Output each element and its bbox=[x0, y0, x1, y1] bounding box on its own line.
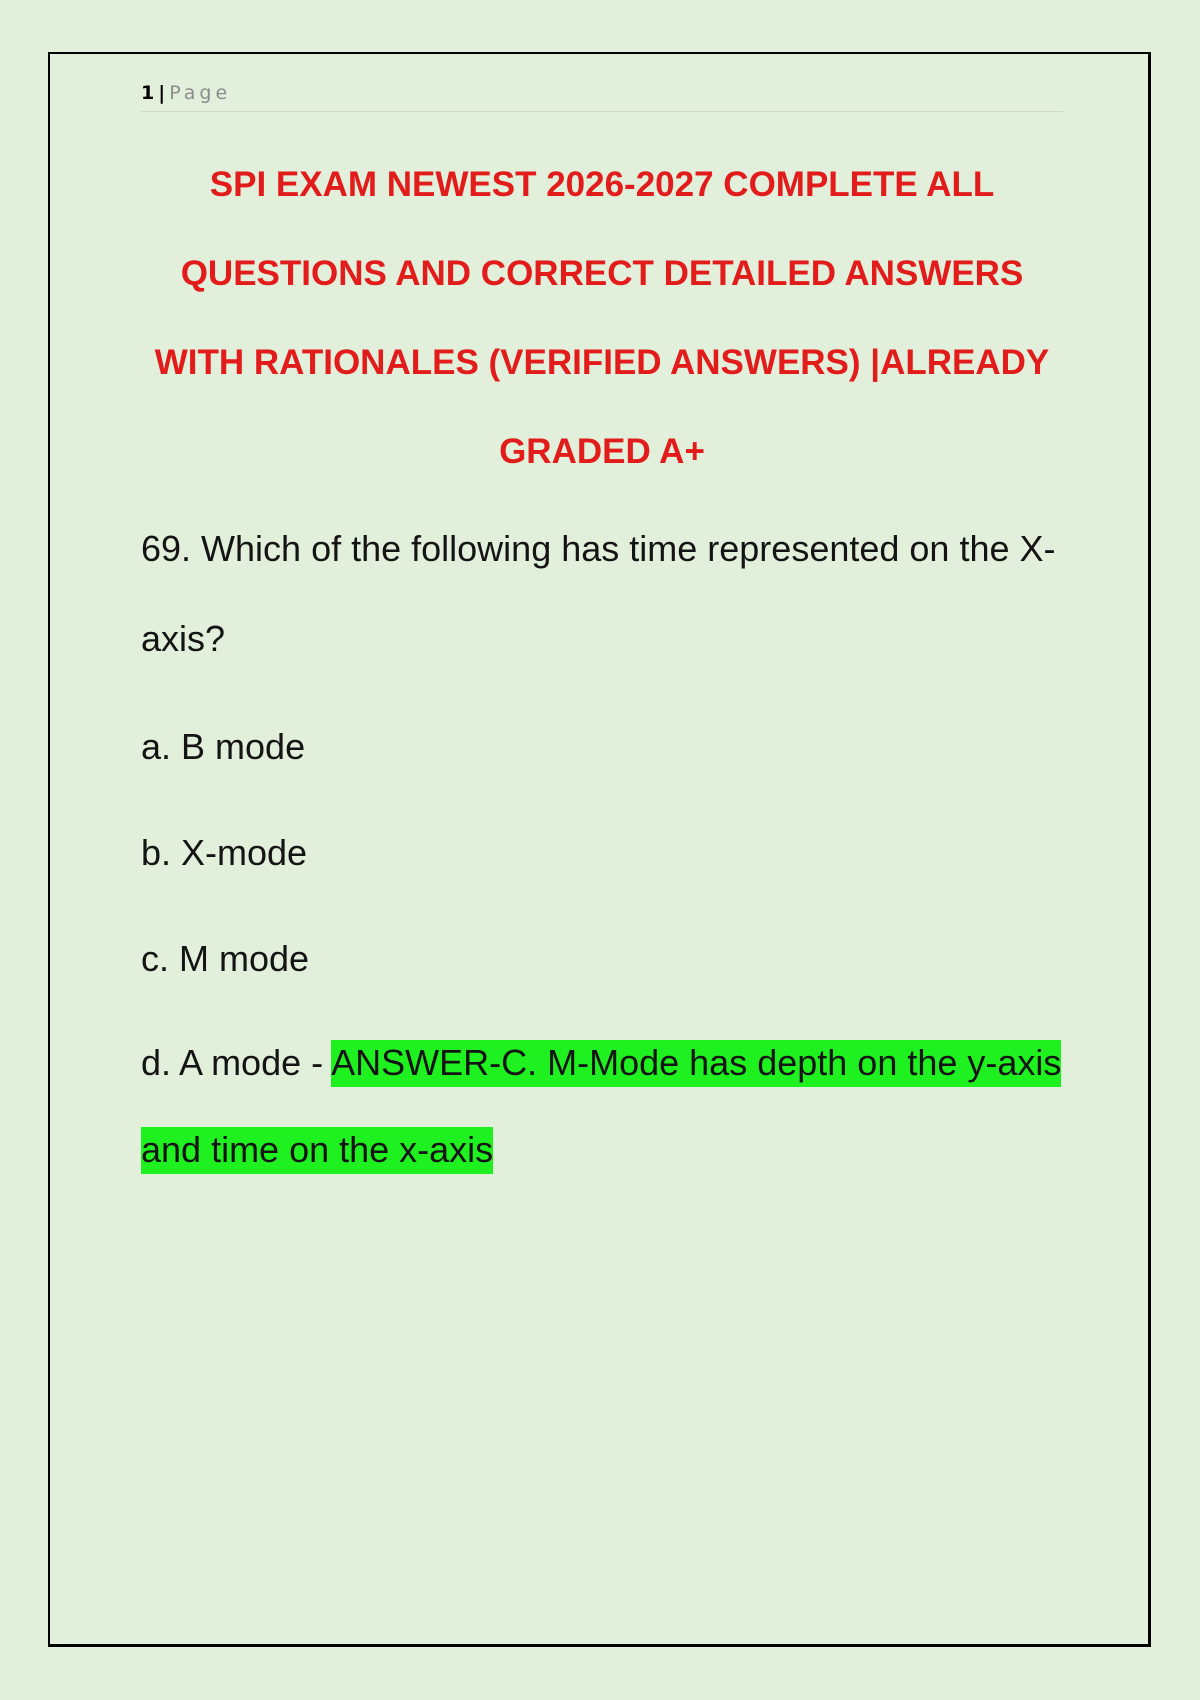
answer-highlight-line-1: ANSWER-C. M-Mode has depth on the y-axis bbox=[331, 1040, 1061, 1087]
title-line-1: SPI EXAM NEWEST 2026-2027 COMPLETE ALL bbox=[209, 165, 995, 204]
title-line-2: QUESTIONS AND CORRECT DETAILED ANSWERS bbox=[180, 254, 1024, 293]
option-d bbox=[141, 1042, 1071, 1084]
option-a: a. B mode bbox=[141, 726, 306, 767]
page-number: 1 bbox=[141, 82, 155, 104]
page-label: Page bbox=[169, 82, 232, 104]
question-text-line-1: 69. Which of the following has time represented on the X- bbox=[141, 528, 1056, 569]
title-line-3: WITH RATIONALES (VERIFIED ANSWERS) |ALREADY bbox=[154, 343, 1050, 382]
option-b: b. X-mode bbox=[141, 832, 308, 873]
option-c: c. M mode bbox=[141, 938, 310, 979]
page-header bbox=[141, 80, 1063, 112]
question-text-line-2: axis? bbox=[141, 618, 226, 659]
option-d-label: d. A mode - bbox=[141, 1042, 332, 1083]
answer-highlight-line-2: and time on the x-axis bbox=[141, 1127, 493, 1174]
document-title bbox=[141, 140, 1063, 496]
page-separator: | bbox=[158, 82, 166, 104]
title-line-4: GRADED A+ bbox=[499, 432, 705, 471]
answer-line-2 bbox=[141, 1129, 1071, 1171]
